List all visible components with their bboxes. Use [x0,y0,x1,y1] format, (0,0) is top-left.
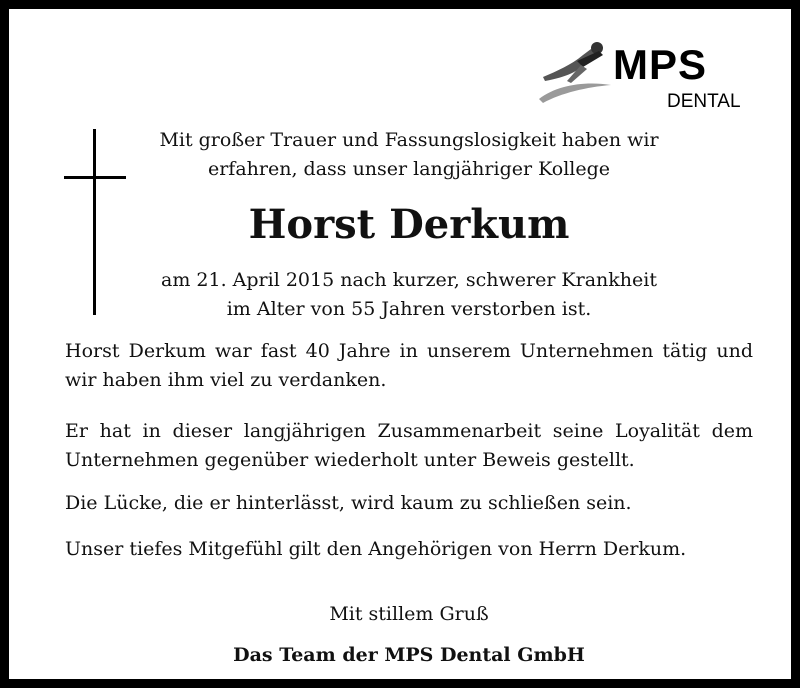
logo-subtitle: DENTAL [667,91,741,112]
closing-greeting: Mit stillem Gruß [329,603,489,625]
signature: Das Team der MPS Dental GmbH [233,644,585,666]
death-notice [109,266,709,324]
paragraph-loss: Die Lücke, die er hinterlässt, wird kaum zu schließen sein. [65,492,632,514]
company-logo [537,41,757,115]
intro-text [109,126,709,184]
paragraph-condolence: Unser tiefes Mitgefühl gilt den Angehörigen von Herrn Derkum. [65,538,687,560]
logo-brand: MPS [613,41,708,88]
intro-line-1: Mit großer Trauer und Fassungslosigkeit haben wir [159,129,659,151]
paragraph-loyalty: Er hat in dieser langjährigen Zusammenarbeit seine Loyalität dem Unternehmen gegenüber wiederholt unter Beweis gestellt. [65,420,753,471]
paragraph-tenure: Horst Derkum war fast 40 Jahre in unserem Unternehmen tätig und wir haben ihm viel zu verdanken. [65,340,753,391]
swoosh-figure-icon [537,41,617,115]
death-line-1: am 21. April 2015 nach kurzer, schwerer Krankheit [161,269,657,291]
death-line-2: im Alter von 55 Jahren verstorben ist. [226,298,592,320]
intro-line-2: erfahren, dass unser langjähriger Kollege [207,158,611,180]
deceased-name: Horst Derkum [248,201,570,248]
